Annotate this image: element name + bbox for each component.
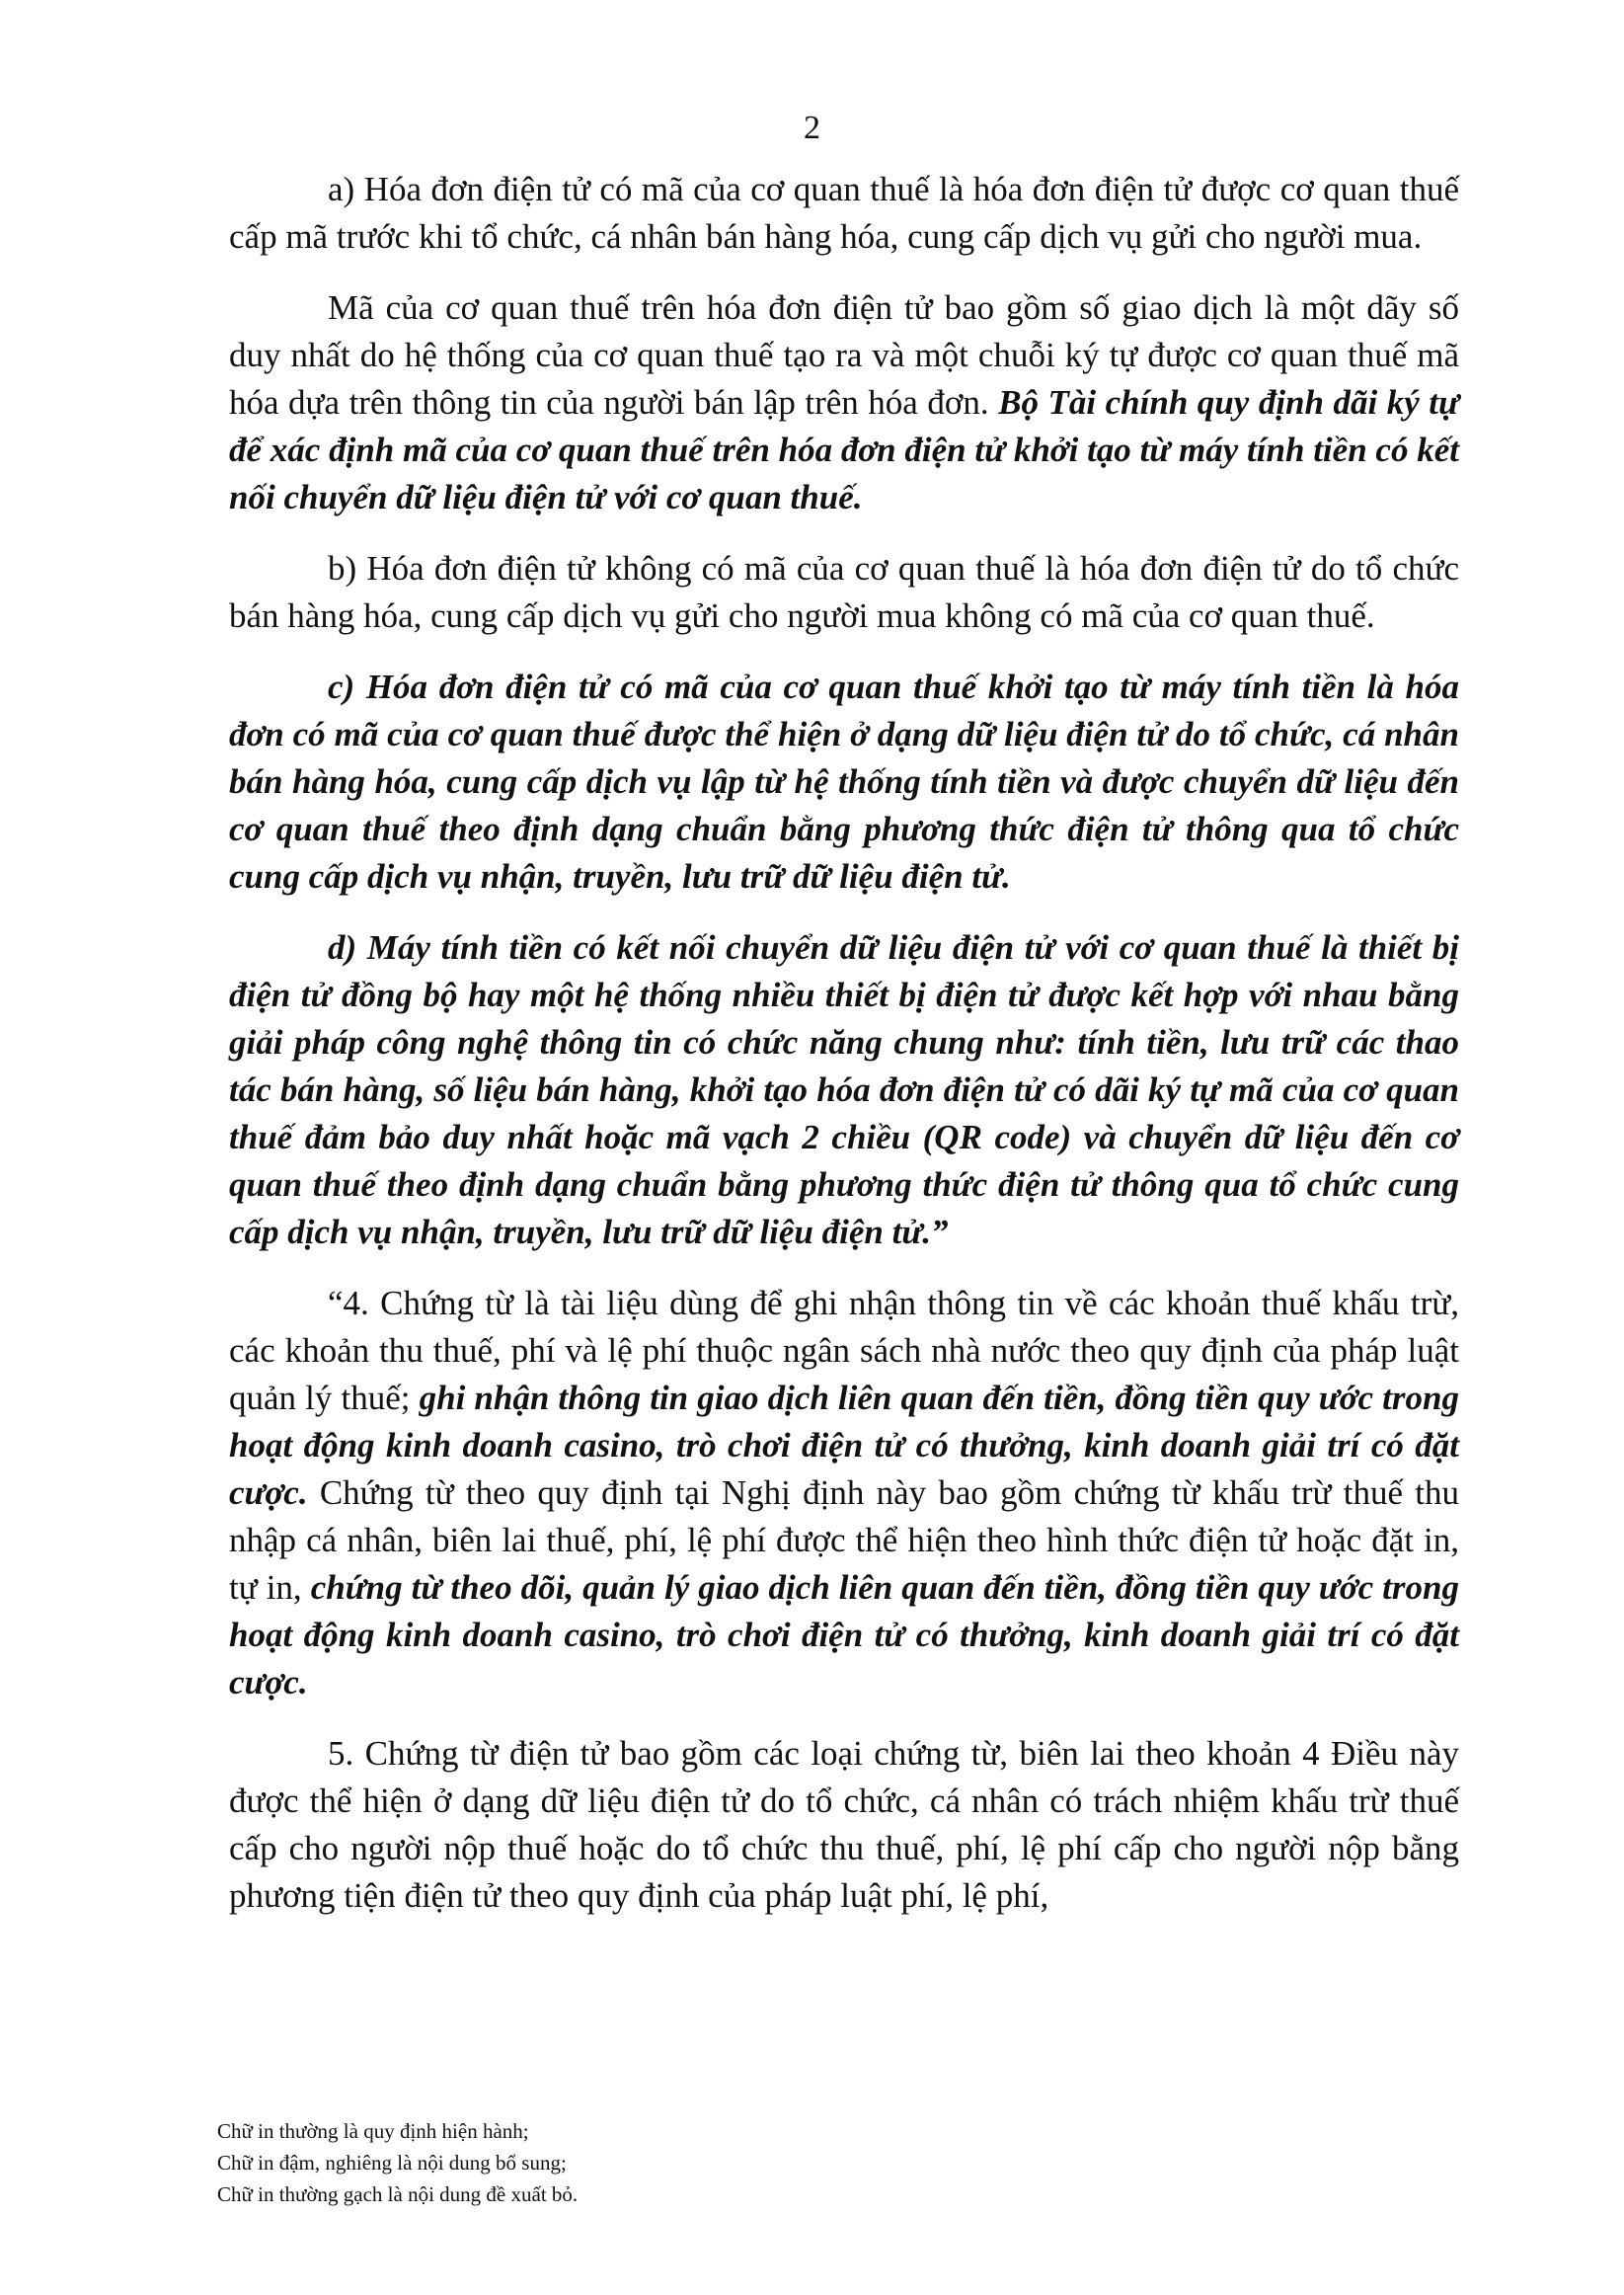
paragraph-tax-code-normal: Mã của cơ quan thuế trên hóa đơn điện tử bao gồm số giao dịch là một dãy số duy nhất do hệ thống của cơ quan thuế tạo ra và một chuỗi ký tự được cơ quan thuế mã hóa dựa trên thông tin của người bán lập trên hóa đơn. (229, 288, 1459, 422)
paragraph-4-part-1: “4. Chứng từ là tài liệu dùng để ghi nhận thông tin về các khoản thuế khấu trừ, các khoản thu thuế, phí và lệ phí thuộc ngân sách nhà nước theo quy định của pháp luật quản lý thuế; (229, 1284, 1459, 1417)
paragraph-c: c) Hóa đơn điện tử có mã của cơ quan thuế khởi tạo từ máy tính tiền là hóa đơn có mã của cơ quan thuế được thể hiện ở dạng dữ liệu điện tử do tổ chức, cá nhân bán hàng hóa, cung cấp dịch vụ lập từ hệ thống tính tiền và được chuyển dữ liệu đến cơ quan thuế theo định dạng chuẩn bằng phương thức điện tử thông qua tổ chức cung cấp dịch vụ nhận, truyền, lưu trữ dữ liệu điện tử. (229, 668, 1459, 896)
paragraph-4-part-3: Chứng từ theo quy định tại Nghị định này bao gồm chứng từ khấu trừ thuế thu nhập cá nhân, biên lai thuế, phí, lệ phí được thể hiện theo hình thức điện tử hoặc đặt in, tự in, (229, 1473, 1459, 1607)
paragraph-5: 5. Chứng từ điện tử bao gồm các loại chứng từ, biên lai theo khoản 4 Điều này được thể hiện ở dạng dữ liệu điện tử do tổ chức, cá nhân có trách nhiệm khấu trừ thuế cấp cho người nộp thuế hoặc do tổ chức thu thuế, phí, lệ phí cấp cho người nộp bằng phương tiện điện tử theo quy định của pháp luật phí, lệ phí, (229, 1734, 1459, 1915)
paragraph-tax-code-added: Bộ Tài chính quy định dãi ký tự để xác định mã của cơ quan thuế trên hóa đơn điện tử khởi tạo từ máy tính tiền có kết nối chuyển dữ liệu điện tử với cơ quan thuế. (229, 383, 1459, 516)
page-number: 2 (804, 110, 820, 146)
paragraph-4 (229, 1280, 1459, 1706)
paragraph-tax-code (229, 284, 1459, 521)
paragraph-a: a) Hóa đơn điện tử có mã của cơ quan thuế là hóa đơn điện tử được cơ quan thuế cấp mã trước khi tổ chức, cá nhân bán hàng hóa, cung cấp dịch vụ gửi cho người mua. (229, 170, 1459, 256)
footnote-normal-text: Chữ in thường là quy định hiện hành; (217, 2119, 529, 2143)
footnote-bold-italic-text: Chữ in đậm, nghiêng là nội dung bổ sung; (217, 2151, 567, 2175)
footnotes (217, 2115, 1402, 2210)
paragraph-b: b) Hóa đơn điện tử không có mã của cơ quan thuế là hóa đơn điện tử do tổ chức bán hàng hóa, cung cấp dịch vụ gửi cho người mua không có mã của cơ quan thuế. (229, 549, 1459, 635)
document-body (229, 166, 1459, 1943)
paragraph-d: d) Máy tính tiền có kết nối chuyển dữ liệu điện tử với cơ quan thuế là thiết bị điện tử đồng bộ hay một hệ thống nhiều thiết bị điện tử được kết hợp với nhau bằng giải pháp công nghệ thông tin có chức năng chung như: tính tiền, lưu trữ các thao tác bán hàng, số liệu bán hàng, khởi tạo hóa đơn điện tử có dãi ký tự mã của cơ quan thuế đảm bảo duy nhất hoặc mã vạch 2 chiều (QR code) và chuyển dữ liệu đến cơ quan thuế theo định dạng chuẩn bằng phương thức điện tử thông qua tổ chức cung cấp dịch vụ nhận, truyền, lưu trữ dữ liệu điện tử.” (229, 928, 1459, 1251)
paragraph-4-part-2: ghi nhận thông tin giao dịch liên quan đến tiền, đồng tiền quy ước trong hoạt động kinh doanh casino, trò chơi điện tử có thưởng, kinh doanh giải trí có đặt cược. (229, 1379, 1459, 1512)
footnote-removed-text: Chữ in thường gạch là nội dung đề xuất bỏ. (217, 2182, 579, 2206)
paragraph-4-part-4: chứng từ theo dõi, quản lý giao dịch liên quan đến tiền, đồng tiền quy ước trong hoạt động kinh doanh casino, trò chơi điện tử có thưởng, kinh doanh giải trí có đặt cược. (229, 1568, 1459, 1701)
